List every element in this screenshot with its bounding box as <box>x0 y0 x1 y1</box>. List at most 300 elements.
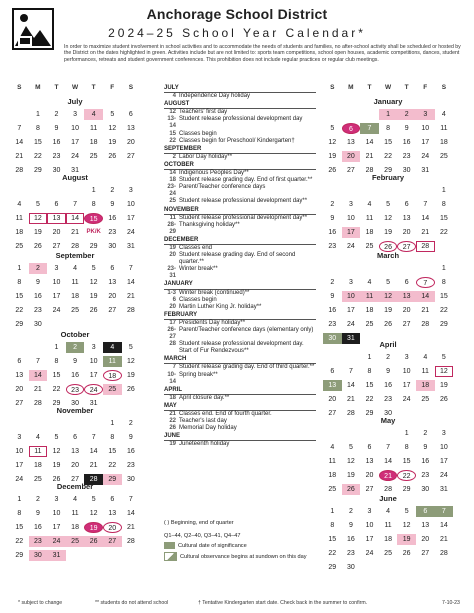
day-cell: 6 <box>330 368 335 375</box>
empty-day-cell <box>416 263 435 274</box>
dow-label: T <box>367 84 372 91</box>
day-cell: 26 <box>52 476 61 483</box>
day-cell: 29 <box>328 564 337 571</box>
day-cell: 13 <box>346 139 355 146</box>
day-cell: 12 <box>346 458 355 465</box>
day-cell: 2 <box>397 109 416 120</box>
day-cell: 26 <box>89 307 98 314</box>
day-cell: 6 <box>342 123 361 134</box>
day-cell: 18 <box>71 524 79 531</box>
day-cell: 14 <box>421 215 430 222</box>
day-cell: 8 <box>17 510 22 517</box>
day-cell: 27 <box>402 321 411 328</box>
day-cell: 16 <box>384 382 392 389</box>
footer-note-subject: * subject to change <box>18 600 63 606</box>
day-cell: 28 <box>439 550 448 557</box>
month-calendar-april <box>323 340 453 419</box>
day-cell: 7 <box>416 277 435 288</box>
day-cell: 25 <box>71 307 79 314</box>
day-cell: 27 <box>421 550 430 557</box>
day-cell: 28 <box>346 410 355 417</box>
event-row <box>164 131 316 138</box>
day-cell: 26 <box>328 167 337 174</box>
empty-day-cell <box>342 185 361 196</box>
day-cell: 24 <box>126 229 135 236</box>
day-cell: 6 <box>73 434 78 441</box>
day-cell: 28 <box>384 486 392 493</box>
event-date: 7 <box>172 364 176 371</box>
day-cell: 14 <box>416 291 435 302</box>
day-cell: 4 <box>367 201 372 208</box>
day-cell: 13 <box>126 125 135 132</box>
day-cell: 4 <box>73 265 78 272</box>
day-cell: 13 <box>402 215 411 222</box>
empty-day-cell <box>47 418 66 429</box>
day-cell: 3 <box>17 434 22 441</box>
event-month-heading: MAY <box>164 403 316 411</box>
day-cell: 21 <box>439 536 448 543</box>
green-swatch-icon <box>164 542 175 549</box>
day-cell: 13 <box>108 510 117 517</box>
day-cell: 17 <box>52 293 61 300</box>
day-cell: 21 <box>421 307 430 314</box>
empty-day-cell <box>416 562 435 573</box>
day-cell: 15 <box>365 382 374 389</box>
month-calendar-september <box>10 251 140 330</box>
day-cell: 25 <box>365 321 374 328</box>
day-cell: 18 <box>33 462 42 469</box>
month-grid <box>10 185 140 252</box>
empty-day-cell <box>122 550 141 561</box>
event-row <box>164 418 316 425</box>
day-cell: 16 <box>33 524 42 531</box>
day-cell: 11 <box>103 356 122 367</box>
day-cell: 8 <box>441 201 446 208</box>
event-date: 11 <box>169 214 176 221</box>
empty-day-cell <box>10 185 29 196</box>
day-cell: 25 <box>33 476 42 483</box>
day-cell: 11 <box>328 458 336 465</box>
month-calendar-june <box>323 494 453 573</box>
day-cell: 9 <box>330 215 335 222</box>
day-cell: 18 <box>15 229 24 236</box>
day-cell: 7 <box>128 496 133 503</box>
dow-label: S <box>17 84 22 91</box>
month-calendar-july <box>10 97 140 176</box>
day-cell: 17 <box>126 215 135 222</box>
day-cell: 14 <box>15 139 24 146</box>
event-row <box>164 170 316 177</box>
event-row <box>164 222 316 236</box>
day-cell: 24 <box>365 550 374 557</box>
event-date: 23-31 <box>167 266 176 280</box>
day-cell: 1 <box>330 508 335 515</box>
empty-day-cell <box>360 109 379 120</box>
empty-day-cell <box>342 428 361 439</box>
event-month-heading: NOVEMBER <box>164 207 316 215</box>
day-cell: 15 <box>108 448 117 455</box>
day-cell: 7 <box>17 125 22 132</box>
day-cell: 6 <box>54 201 59 208</box>
day-cell: 14 <box>89 448 98 455</box>
event-date: 20 <box>169 303 176 310</box>
day-cell: 6 <box>404 201 409 208</box>
dow-label: F <box>110 84 115 91</box>
day-cell: 3 <box>348 201 353 208</box>
day-cell: 3 <box>54 265 59 272</box>
day-cell: 24 <box>47 536 66 547</box>
day-cell: 25 <box>439 153 448 160</box>
day-cell: 29 <box>33 167 42 174</box>
day-cell: 15 <box>15 524 24 531</box>
event-month-heading: MARCH <box>164 356 316 364</box>
day-cell: 16 <box>108 215 117 222</box>
day-cell: 23 <box>29 536 48 547</box>
day-cell: 14 <box>66 213 85 224</box>
month-name: June <box>379 494 397 503</box>
empty-day-cell <box>360 428 379 439</box>
month-grid <box>323 109 453 176</box>
month-grid <box>10 263 140 330</box>
day-cell: 22 <box>328 550 337 557</box>
day-cell: 28 <box>33 400 42 407</box>
day-cell: 9 <box>73 358 78 365</box>
empty-day-cell <box>379 263 398 274</box>
empty-day-cell <box>66 418 85 429</box>
event-date: 28 <box>169 341 176 348</box>
day-cell: 26 <box>84 536 103 547</box>
event-text: Student release professional development day** <box>179 198 308 205</box>
day-cell: 21 <box>421 229 430 236</box>
month-name: August <box>62 173 88 182</box>
day-cell: 31 <box>126 243 135 250</box>
day-cell: 23 <box>108 229 117 236</box>
day-cell: 23 <box>52 153 61 160</box>
day-cell: 30 <box>323 333 342 344</box>
day-cell: 13 <box>365 458 374 465</box>
day-cell: 11 <box>384 522 392 529</box>
day-cell: 27 <box>71 476 79 483</box>
day-cell: 26 <box>439 396 448 403</box>
day-cell: 3 <box>128 187 133 194</box>
event-month-heading: JULY <box>164 85 316 93</box>
dow-label: F <box>423 84 428 91</box>
day-cell: 13 <box>108 279 117 286</box>
event-row <box>164 116 316 130</box>
day-cell: 2 <box>35 496 40 503</box>
empty-day-cell <box>342 109 361 120</box>
day-cell: 3 <box>73 111 78 118</box>
day-cell: 29 <box>365 410 374 417</box>
legend-quarter: ( ) Beginning, end of quarter <box>164 520 234 526</box>
day-cell: 21 <box>126 293 135 300</box>
event-row <box>164 109 316 116</box>
day-cell: 18 <box>103 370 122 381</box>
empty-day-cell <box>29 185 48 196</box>
day-cell: 14 <box>346 382 355 389</box>
day-cell: 20 <box>52 229 61 236</box>
day-cell: 4 <box>84 109 103 120</box>
month-name: January <box>373 97 403 106</box>
day-cell: 7 <box>423 201 428 208</box>
day-cell: 20 <box>103 522 122 533</box>
dow-label: T <box>404 84 409 91</box>
day-cell: 22 <box>384 153 392 160</box>
day-cell: 28 <box>126 307 135 314</box>
day-cell: 30 <box>71 400 79 407</box>
day-cell: 28 <box>15 167 24 174</box>
event-text: April closure day.** <box>179 394 230 401</box>
day-cell: 17 <box>89 372 98 379</box>
day-cell: 19 <box>84 522 103 533</box>
day-cell: 22 <box>15 538 24 545</box>
day-cell: 31 <box>421 167 430 174</box>
day-cell: 2 <box>128 420 133 427</box>
dow-label: M <box>35 84 41 91</box>
legend-cultural-obs-label: Cultural observance begins at sundown on this day <box>180 553 307 560</box>
day-cell: 5 <box>441 354 446 361</box>
day-cell: 18 <box>365 307 374 314</box>
day-cell: 21 <box>346 396 355 403</box>
event-row <box>164 290 316 297</box>
day-cell: 8 <box>35 125 40 132</box>
day-cell: 19 <box>346 472 355 479</box>
legend-quarter-days: Q1–44, Q2–40, Q3–41, Q4–47 <box>164 533 241 539</box>
day-cell: 25 <box>365 243 374 250</box>
day-cell: 4 <box>17 201 22 208</box>
event-text: Parent/Teacher conference days (elementary only) <box>179 327 314 333</box>
day-cell: 29 <box>52 400 61 407</box>
dow-label: W <box>72 84 79 91</box>
day-cell: 21 <box>15 153 24 160</box>
day-cell: 9 <box>404 125 409 132</box>
page-title: Anchorage School District <box>146 6 328 22</box>
event-text: Winter break (continued)** <box>179 289 250 296</box>
day-cell: 16 <box>328 307 337 314</box>
day-cell: 31 <box>71 167 79 174</box>
empty-day-cell <box>66 550 85 561</box>
day-cell: 27 <box>126 153 135 160</box>
day-cell: 1 <box>17 265 22 272</box>
day-cell: 15 <box>439 293 448 300</box>
month-calendar-may <box>323 416 453 495</box>
month-grid <box>10 109 140 176</box>
month-name: March <box>376 251 400 260</box>
event-row <box>164 93 316 100</box>
empty-day-cell <box>29 418 48 429</box>
legend-cultural <box>164 542 314 550</box>
day-cell: 7 <box>435 506 454 517</box>
legend <box>164 520 314 561</box>
day-cell: 3 <box>441 430 446 437</box>
day-cell: 22 <box>15 307 24 314</box>
event-row <box>164 411 316 418</box>
empty-day-cell <box>397 185 416 196</box>
month-grid <box>323 185 453 252</box>
day-cell: 4 <box>367 279 372 286</box>
day-cell: 7 <box>386 444 391 451</box>
day-cell: 7 <box>35 358 40 365</box>
day-cell: 6 <box>110 496 115 503</box>
day-cell: 1 <box>441 265 446 272</box>
day-cell: 20 <box>342 151 361 162</box>
day-cell: 14 <box>365 139 374 146</box>
day-cell: 13 <box>15 372 24 379</box>
day-cell: 4 <box>103 342 122 353</box>
day-cell: 11 <box>360 291 379 302</box>
day-cell: 29 <box>103 474 122 485</box>
day-cell: 15 <box>84 213 103 224</box>
day-cell: 11 <box>90 125 98 132</box>
day-cell: 10 <box>421 125 430 132</box>
day-cell: 7 <box>73 201 78 208</box>
day-cell: 11 <box>15 215 23 222</box>
day-cell: 4 <box>35 434 40 441</box>
dow-label: S <box>441 84 447 91</box>
day-cell: 19 <box>89 293 98 300</box>
day-cell: 5 <box>386 279 391 286</box>
event-month-heading: AUGUST <box>164 101 316 109</box>
day-cell: 23 <box>328 321 337 328</box>
day-cell: 12 <box>108 125 117 132</box>
day-cell: 18 <box>365 229 374 236</box>
footer-note-kinder: † Tentative Kindergarten start date. Check back in the summer to confirm. <box>198 600 368 606</box>
day-cell: 23 <box>402 153 411 160</box>
empty-day-cell <box>66 185 85 196</box>
day-cell: 18 <box>71 293 79 300</box>
day-cell: 22 <box>397 470 416 481</box>
day-cell: 2 <box>386 354 391 361</box>
dow-label: T <box>54 84 59 91</box>
month-calendar-october <box>10 330 140 409</box>
event-text: Parent/Teacher conference days <box>179 184 266 191</box>
footer-note-students: ** students do not attend school <box>95 600 169 606</box>
day-cell: 1 <box>404 430 409 437</box>
event-month-heading: OCTOBER <box>164 162 316 170</box>
month-name: February <box>371 173 405 182</box>
month-grid <box>323 352 453 419</box>
day-cell: 23 <box>384 396 392 403</box>
day-cell: 2 <box>330 279 335 286</box>
day-cell: 25 <box>421 396 430 403</box>
day-cell: 1 <box>379 109 398 120</box>
empty-day-cell <box>103 319 122 330</box>
day-cell: 29 <box>15 321 24 328</box>
empty-day-cell <box>84 418 103 429</box>
day-cell: 22 <box>365 396 374 403</box>
event-date: 10-14 <box>167 371 176 385</box>
event-date: 2 <box>172 153 176 160</box>
day-cell: 25 <box>66 536 85 547</box>
empty-day-cell <box>360 185 379 196</box>
day-cell: 13 <box>71 448 79 455</box>
day-cell: 9 <box>110 201 115 208</box>
day-cell: 8 <box>17 279 22 286</box>
legend-cultural-label: Cultural date of significance <box>178 542 247 549</box>
day-cell: 7 <box>91 434 96 441</box>
day-cell: 15 <box>15 293 24 300</box>
day-cell: 3 <box>367 508 372 515</box>
month-grid <box>10 342 140 409</box>
day-cell: 1 <box>367 354 372 361</box>
day-cell: 10 <box>365 522 374 529</box>
dow-label: S <box>330 84 335 91</box>
empty-day-cell <box>84 550 103 561</box>
event-date: 12 <box>169 109 176 116</box>
event-date: 22 <box>169 418 176 425</box>
event-date: 1-3 <box>167 289 176 296</box>
day-cell: 10 <box>71 125 79 132</box>
day-cell: 2 <box>54 111 59 118</box>
day-cell: 13 <box>323 380 342 391</box>
day-cell: 5 <box>110 111 115 118</box>
day-cell: 18 <box>89 139 98 146</box>
day-cell: 14 <box>384 458 392 465</box>
event-text: Presidents Day holiday** <box>179 319 246 326</box>
day-cell: 9 <box>330 293 335 300</box>
day-cell: 26 <box>379 241 398 252</box>
day-cell: 1 <box>17 496 22 503</box>
day-cell: 5 <box>91 496 96 503</box>
day-cell: 16 <box>52 139 61 146</box>
event-row <box>164 198 316 205</box>
event-row <box>164 327 316 341</box>
month-name: May <box>380 416 396 425</box>
page-subtitle: 2024–25 School Year Calendar* <box>108 26 366 40</box>
day-cell: 11 <box>71 279 79 286</box>
weekday-header-left <box>10 84 140 91</box>
event-date: 19 <box>169 244 176 251</box>
day-cell: 24 <box>346 243 355 250</box>
month-calendar-january <box>323 97 453 176</box>
day-cell: 17 <box>346 307 355 314</box>
day-cell: 16 <box>33 293 42 300</box>
day-cell: 11 <box>29 446 48 457</box>
event-text: Classes begin <box>179 296 217 303</box>
day-cell: 9 <box>386 368 391 375</box>
day-cell: 9 <box>128 434 133 441</box>
day-cell: 7 <box>360 123 379 134</box>
day-cell: 30 <box>384 410 392 417</box>
day-cell: 12 <box>379 291 398 302</box>
day-cell: 21 <box>71 229 79 236</box>
day-cell: 27 <box>15 400 24 407</box>
day-cell: 7 <box>348 368 353 375</box>
day-cell: 10 <box>439 444 448 451</box>
day-cell: 5 <box>330 125 335 132</box>
weekday-header-right <box>323 84 453 91</box>
month-name: September <box>55 251 95 260</box>
day-cell: 16 <box>346 536 355 543</box>
event-text: Winter break** <box>179 266 218 273</box>
day-cell: 8 <box>91 201 96 208</box>
day-cell: 31 <box>439 486 448 493</box>
day-cell: 20 <box>126 139 135 146</box>
event-date: 22 <box>169 137 176 144</box>
day-cell: 28 <box>365 167 374 174</box>
day-cell: 22 <box>439 229 448 236</box>
day-cell: 17 <box>52 524 61 531</box>
day-cell: 17 <box>71 139 79 146</box>
event-date: 25 <box>169 198 176 205</box>
day-cell: 8 <box>367 368 372 375</box>
day-cell: 12 <box>435 366 454 377</box>
empty-day-cell <box>122 319 141 330</box>
day-cell: 30 <box>402 167 411 174</box>
day-cell: 3 <box>91 344 96 351</box>
day-cell: 13 <box>47 213 66 224</box>
day-cell: 15 <box>439 215 448 222</box>
